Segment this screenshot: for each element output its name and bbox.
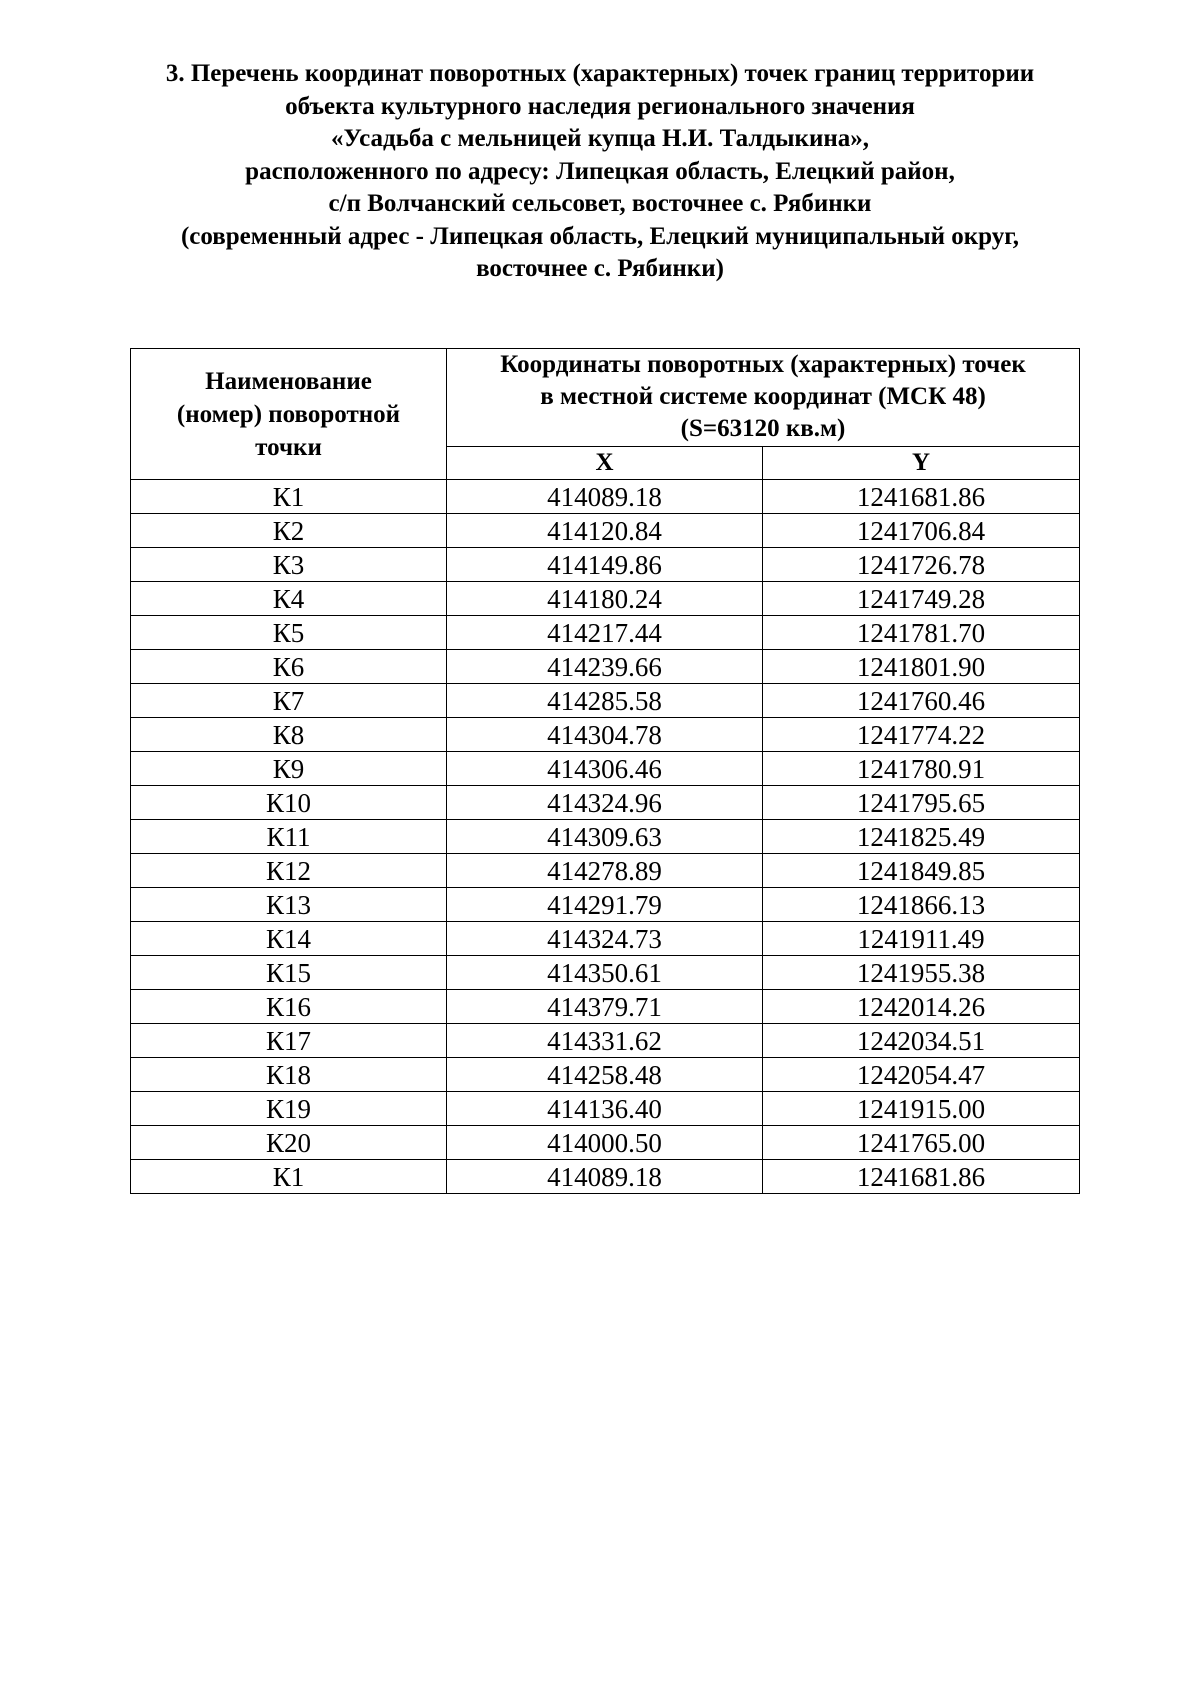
y-coordinate-cell: 1242034.51 <box>763 1024 1080 1058</box>
x-coordinate-cell: 414350.61 <box>447 956 763 990</box>
table-row <box>131 786 1080 820</box>
table-row <box>131 990 1080 1024</box>
point-name-cell: К19 <box>131 1092 447 1126</box>
table-row <box>131 820 1080 854</box>
x-coordinate-cell: 414278.89 <box>447 854 763 888</box>
x-coordinate-cell: 414331.62 <box>447 1024 763 1058</box>
x-coordinate-cell: 414258.48 <box>447 1058 763 1092</box>
table-row <box>131 718 1080 752</box>
point-name-cell: К18 <box>131 1058 447 1092</box>
header-y: Y <box>763 446 1080 479</box>
y-coordinate-cell: 1241749.28 <box>763 582 1080 616</box>
table-row <box>131 548 1080 582</box>
y-coordinate-cell: 1241774.22 <box>763 718 1080 752</box>
x-coordinate-cell: 414285.58 <box>447 684 763 718</box>
header-name-line: точки <box>255 433 322 461</box>
header-name-line: (номер) поворотной <box>176 400 401 428</box>
y-coordinate-cell: 1241955.38 <box>763 956 1080 990</box>
x-coordinate-cell: 414324.96 <box>447 786 763 820</box>
y-coordinate-cell: 1241911.49 <box>763 922 1080 956</box>
y-coordinate-cell: 1241726.78 <box>763 548 1080 582</box>
table-row <box>131 1058 1080 1092</box>
table-row <box>131 684 1080 718</box>
title-line: восточнее с. Рябинки) <box>476 255 724 282</box>
point-name-cell: К15 <box>131 956 447 990</box>
x-coordinate-cell: 414089.18 <box>447 480 763 514</box>
x-coordinate-cell: 414304.78 <box>447 718 763 752</box>
point-name-cell: К1 <box>131 1160 447 1194</box>
title-line: расположенного по адресу: Липецкая область, Елецкий район, <box>245 157 955 185</box>
y-coordinate-cell: 1241706.84 <box>763 514 1080 548</box>
header-x: X <box>447 446 763 479</box>
table-header <box>131 349 1080 480</box>
table-row <box>131 1024 1080 1058</box>
point-name-cell: К6 <box>131 650 447 684</box>
table-body <box>131 480 1080 1194</box>
title-line: 3. Перечень координат поворотных (характерных) точек границ территории <box>165 60 1035 87</box>
table-row <box>131 752 1080 786</box>
header-coords-line: (S=63120 кв.м) <box>680 415 846 443</box>
x-coordinate-cell: 414239.66 <box>447 650 763 684</box>
header-coordinates <box>447 349 1080 447</box>
point-name-cell: К17 <box>131 1024 447 1058</box>
point-name-cell: К20 <box>131 1126 447 1160</box>
title-line: (современный адрес - Липецкая область, Елецкий муниципальный округ, <box>180 222 1020 250</box>
y-coordinate-cell: 1241915.00 <box>763 1092 1080 1126</box>
point-name-cell: К5 <box>131 616 447 650</box>
point-name-cell: К11 <box>131 820 447 854</box>
y-coordinate-cell: 1241681.86 <box>763 1160 1080 1194</box>
x-coordinate-cell: 414136.40 <box>447 1092 763 1126</box>
table-row <box>131 650 1080 684</box>
x-coordinate-cell: 414089.18 <box>447 1160 763 1194</box>
point-name-cell: К2 <box>131 514 447 548</box>
point-name-cell: К3 <box>131 548 447 582</box>
title-line: «Усадьба с мельницей купца Н.И. Талдыкина», <box>330 125 870 152</box>
table-row <box>131 480 1080 514</box>
header-coords-line: в местной системе координат (МСК 48) <box>540 383 986 411</box>
point-name-cell: К16 <box>131 990 447 1024</box>
x-coordinate-cell: 414379.71 <box>447 990 763 1024</box>
y-coordinate-cell: 1241866.13 <box>763 888 1080 922</box>
title-line: с/п Волчанский сельсовет, восточнее с. Рябинки <box>328 190 872 217</box>
table-row <box>131 1092 1080 1126</box>
header-coords-line: Координаты поворотных (характерных) точек <box>500 351 1026 379</box>
y-coordinate-cell: 1241681.86 <box>763 480 1080 514</box>
y-coordinate-cell: 1242054.47 <box>763 1058 1080 1092</box>
table-row <box>131 922 1080 956</box>
point-name-cell: К13 <box>131 888 447 922</box>
header-name-line: Наименование <box>205 367 372 395</box>
table-row <box>131 956 1080 990</box>
x-coordinate-cell: 414306.46 <box>447 752 763 786</box>
x-coordinate-cell: 414149.86 <box>447 548 763 582</box>
table-row <box>131 514 1080 548</box>
point-name-cell: К8 <box>131 718 447 752</box>
table-row <box>131 1126 1080 1160</box>
point-name-cell: К7 <box>131 684 447 718</box>
x-coordinate-cell: 414291.79 <box>447 888 763 922</box>
y-coordinate-cell: 1241760.46 <box>763 684 1080 718</box>
point-name-cell: К10 <box>131 786 447 820</box>
y-coordinate-cell: 1241780.91 <box>763 752 1080 786</box>
point-name-cell: К14 <box>131 922 447 956</box>
y-coordinate-cell: 1241825.49 <box>763 820 1080 854</box>
y-coordinate-cell: 1241795.65 <box>763 786 1080 820</box>
point-name-cell: К4 <box>131 582 447 616</box>
y-coordinate-cell: 1242014.26 <box>763 990 1080 1024</box>
header-point-name <box>131 349 447 480</box>
x-coordinate-cell: 414180.24 <box>447 582 763 616</box>
document-title <box>60 58 1140 286</box>
y-coordinate-cell: 1241765.00 <box>763 1126 1080 1160</box>
x-coordinate-cell: 414120.84 <box>447 514 763 548</box>
y-coordinate-cell: 1241849.85 <box>763 854 1080 888</box>
x-coordinate-cell: 414324.73 <box>447 922 763 956</box>
title-line: объекта культурного наследия регионального значения <box>285 92 915 120</box>
table-row <box>131 582 1080 616</box>
coordinates-table <box>130 348 1080 1194</box>
y-coordinate-cell: 1241801.90 <box>763 650 1080 684</box>
x-coordinate-cell: 414309.63 <box>447 820 763 854</box>
point-name-cell: К12 <box>131 854 447 888</box>
point-name-cell: К1 <box>131 480 447 514</box>
table-row <box>131 1160 1080 1194</box>
table-row <box>131 854 1080 888</box>
x-coordinate-cell: 414000.50 <box>447 1126 763 1160</box>
table-row <box>131 888 1080 922</box>
point-name-cell: К9 <box>131 752 447 786</box>
table-row <box>131 616 1080 650</box>
x-coordinate-cell: 414217.44 <box>447 616 763 650</box>
y-coordinate-cell: 1241781.70 <box>763 616 1080 650</box>
